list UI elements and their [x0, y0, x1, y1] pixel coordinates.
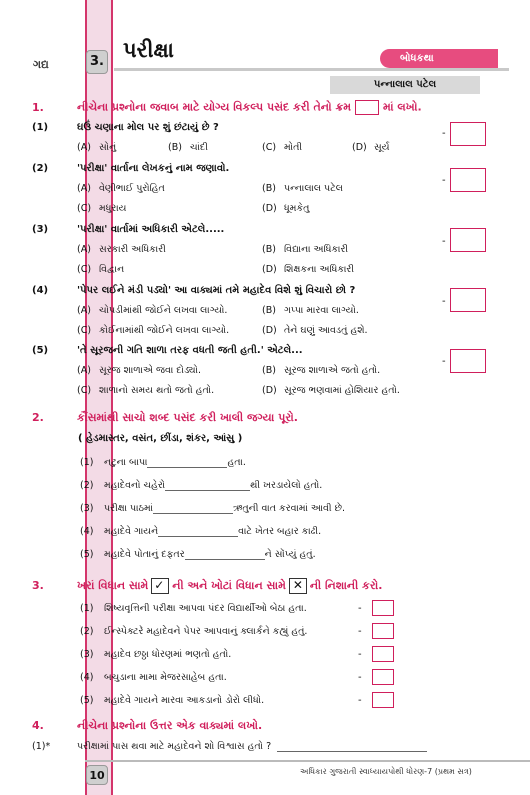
blank-line[interactable] [153, 505, 233, 514]
mcq-question: (3) 'પરીક્ષા' વાર્તામાં અધિકારી એટલે..... [32, 224, 225, 235]
fill-blank-item: (2) મહાદેવનો ચહેરો થી ખરડાયેલો હતો. [80, 480, 323, 491]
option: (C) મધુરાય [77, 203, 127, 214]
tf-answer-box[interactable] [372, 623, 394, 639]
option: (B) સૂરજ શાળાએ જતો હતો. [262, 365, 381, 376]
option: (A) સૂરજ શાળાએ જવા દોડ્યો. [77, 365, 201, 376]
genre-short-label: ગદ્ય [33, 58, 49, 71]
answer-line[interactable] [277, 743, 427, 752]
option: (D) તેને ઘણું આવડતું હશે. [262, 325, 368, 336]
section-1-heading: 1. નીચેના પ્રશ્નોના જવાબ માટે યોગ્ય વિકલ્પ પસંદ કરી તેનો ક્રમ માં લખો. [32, 100, 422, 114]
option: (A) વેણીભાઈ પુરોહિત [77, 183, 165, 194]
mcq-question: (1) ઘઉં ચણાના મોલ પર શું છંટાયું છે ? [32, 122, 219, 133]
option: (C) શાળાનો સમય થતો જતો હતો. [77, 385, 215, 396]
section-3-heading: 3. ખરાં વિધાન સામે ✓ ની અને ખોટાં વિધાન સામે ✕ ની નિશાની કરો. [32, 578, 383, 592]
true-false-item: (1) શિષ્યવૃત્તિની પરીક્ષા આપવા પંદર વિદ્યાર્થીઓ બેઠા હતા. [80, 603, 307, 614]
short-answer-question: (1)* પરીક્ષામાં પાસ થવા માટે મહાદેવને શો વિશ્વાસ હતો ? [32, 741, 427, 752]
fill-blank-item: (4) મહાદેવે ગાયને વાટે ખેતર બહાર કાઢી. [80, 526, 322, 537]
option: (D) સૂરજ ભણવામાં હોશિયાર હતો. [262, 385, 400, 396]
blank-line[interactable] [165, 482, 250, 491]
tf-answer-box[interactable] [372, 692, 394, 708]
fill-blank-item: (1) નટુના બાપા હતા. [80, 457, 246, 468]
blank-line[interactable] [147, 459, 227, 468]
option: (C) મોતી [262, 142, 303, 153]
option: (A) સોનું [77, 142, 117, 153]
page-number: 10 [86, 765, 108, 785]
blank-line[interactable] [158, 528, 238, 537]
page-header [0, 34, 530, 90]
footer-rule [85, 760, 530, 762]
option: (C) કોઈનામાંથી જોઈને લખવા લાગ્યો. [77, 325, 230, 336]
mcq-question: (2) 'પરીક્ષા' વાર્તાના લેખકનું નામ જણાવો. [32, 163, 230, 174]
fill-blank-item: (5) મહાદેવે પોતાનું દફતર ને સોંપ્યું હતું. [80, 549, 316, 560]
workbook-page: ગદ્ય 3. પરીક્ષા બોધકથા પન્નાલાલ પટેલ 1. નીચેના પ્રશ્નોના જવાબ માટે યોગ્ય વિકલ્પ પસંદ કરી તેનો ક્રમ માં લખો. (1) ઘઉં ચણાના મોલ પર શું છંટાયું છે ? (A) સોનું (B) ચાંદી (C) મોતી (D) સૂર્ય - (2) 'પરીક્ષા' વાર્તાના લેખકનું નામ જણાવો. (A) વેણીભાઈ પુરોહિત (B) પન્નાલાલ પટેલ (C) મધુરાય (D) ધૂમકેતુ - (3) 'પરીક્ષા' વાર્તામાં અધિકારી એટલે..... (A) સરકારી અધિકારી (B) વિદ્યાના અધિકારી (C) વિદ્વાન (D) શિક્ષકના અધિકારી - (4) 'પેપર લઈને મંડી પડ્યો' આ વાક્યમાં તમે મહાદેવ વિશે શું વિચારો છો ? (A) ચોપડીમાંથી જોઈને લખવા લાગ્યો. (B) ગપ્પા મારવા લાગ્યો. (C) કોઈનામાંથી જોઈને લખવા લાગ્યો. (D) તેને ઘણું આવડતું હશે. - (5) 'તે સૂરજની ગતિ શાળા તરફ વધતી જતી હતી.' એટલે... (A) સૂરજ શાળાએ જવા દોડ્યો. (B) સૂરજ શાળાએ જતો હતો. (C) શાળાનો સમય થતો જતો હતો. (D) સૂરજ ભણવામાં હોશિયાર હતો. - 2. કૌંસમાંથી સાચો શબ્દ પસંદ કરી ખાલી જગ્યા પૂરો. ( હેડમાસ્તર, વસંત, છીંડા, શંકર, આંસુ ) (1) નટુના બાપા હતા. (2) મહાદેવનો ચહેરો થી ખરડાયેલો હતો. (3) પરીક્ષા પાઠમાં ઋતુની વાત કરવામાં આવી છે. (4) મહાદેવે ગાયને વાટે ખેતર બહાર કાઢી. (5) મહાદેવે પોતાનું દફતર ને સોંપ્યું હતું. 3. ખરાં વિધાન સામે ✓ ની અને ખોટાં વિધાન સામે ✕ ની નિશાની કરો. (1) શિષ્યવૃત્તિની પરીક્ષા આપવા પંદર વિદ્યાર્થીઓ બેઠા હતા. - (2) ઈન્સ્પેક્ટરે મહાદેવને પેપર આપવાનું ક્લાર્કને કહ્યું હતું. - (3) મહાદેવ છઠ્ઠા ધોરણમાં ભણતો હતો. - (4) બચુડાના મામા મેજરસાહેબ હતા. - (5) મહાદેવે ગાયને મારવા આકડાનો ડોરો લીધો. - 4. નીચેના પ્રશ્નોના ઉત્તર એક વાક્યમાં લખો. (1)* પરીક્ષામાં પાસ થવા માટે મહાદેવને શો વિશ્વાસ હતો ? 10 અધિકાર ગુજરાતી સ્વાધ્યાયપોથી ધોરણ-7 (પ્રથમ સત્ર) [0, 0, 530, 795]
option: (B) પન્નાલાલ પટેલ [262, 183, 343, 194]
page-title: પરીક્ષા [123, 38, 174, 62]
answer-box[interactable] [450, 168, 486, 192]
genre-tag: બોધકથા [380, 49, 498, 68]
option: (B) વિદ્યાના અધિકારી [262, 244, 349, 255]
true-false-item: (2) ઈન્સ્પેક્ટરે મહાદેવને પેપર આપવાનું ક્લાર્કને કહ્યું હતું. [80, 626, 308, 637]
answer-box[interactable] [450, 228, 486, 252]
tf-answer-box[interactable] [372, 669, 394, 685]
header-rule [114, 68, 509, 71]
true-false-item: (3) મહાદેવ છઠ્ઠા ધોરણમાં ભણતો હતો. [80, 649, 232, 660]
section-2-heading: 2. કૌંસમાંથી સાચો શબ્દ પસંદ કરી ખાલી જગ્યા પૂરો. [32, 411, 298, 424]
option: (A) ચોપડીમાંથી જોઈને લખવા લાગ્યો. [77, 305, 228, 316]
answer-box-sample [355, 100, 379, 115]
answer-box[interactable] [450, 288, 486, 312]
answer-box[interactable] [450, 122, 486, 146]
option: (D) ધૂમકેતુ [262, 203, 310, 214]
option: (D) સૂર્ય [352, 142, 390, 153]
true-false-item: (5) મહાદેવે ગાયને મારવા આકડાનો ડોરો લીધો. [80, 695, 265, 706]
cross-mark-icon: ✕ [289, 578, 307, 594]
mcq-question: (5) 'તે સૂરજની ગતિ શાળા તરફ વધતી જતી હતી.' એટલે... [32, 345, 303, 356]
answer-box[interactable] [450, 349, 486, 373]
option: (D) શિક્ષકના અધિકારી [262, 264, 355, 275]
check-mark-icon: ✓ [151, 578, 169, 594]
author-tag: પન્નાલાલ પટેલ [330, 76, 480, 94]
tf-answer-box[interactable] [372, 646, 394, 662]
option: (B) ચાંદી [168, 142, 208, 153]
mcq-question: (4) 'પેપર લઈને મંડી પડ્યો' આ વાક્યમાં તમે મહાદેવ વિશે શું વિચારો છો ? [32, 285, 356, 296]
lesson-number: 3. [86, 50, 108, 74]
option: (C) વિદ્વાન [77, 264, 125, 275]
fill-blank-item: (3) પરીક્ષા પાઠમાં ઋતુની વાત કરવામાં આવી છે. [80, 503, 346, 514]
book-title: અધિકાર ગુજરાતી સ્વાધ્યાયપોથી ધોરણ-7 (પ્રથમ સત્ર) [300, 767, 472, 776]
option: (A) સરકારી અધિકારી [77, 244, 166, 255]
tf-answer-box[interactable] [372, 600, 394, 616]
word-list: ( હેડમાસ્તર, વસંત, છીંડા, શંકર, આંસુ ) [78, 433, 243, 444]
section-4-heading: 4. નીચેના પ્રશ્નોના ઉત્તર એક વાક્યમાં લખો. [32, 719, 263, 732]
blank-line[interactable] [185, 551, 265, 560]
option: (B) ગપ્પા મારવા લાગ્યો. [262, 305, 359, 316]
true-false-item: (4) બચુડાના મામા મેજરસાહેબ હતા. [80, 672, 227, 683]
